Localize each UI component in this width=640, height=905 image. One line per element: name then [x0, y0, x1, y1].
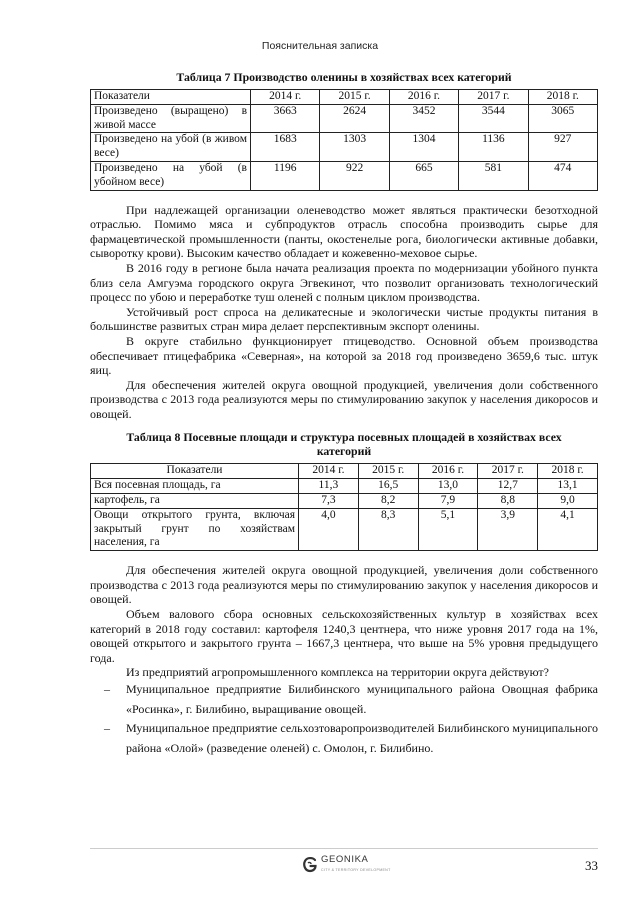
table-cell: 13,1 [538, 479, 598, 494]
paragraph: Объем валового сбора основных сельскохозяйственных культур в хозяйствах всех категорий в 2018 году составил: картофеля 1240,3 центнера, что ниже уровня 2017 года на 1%, овощей открытого и закрытого грунта – 1667,3 центнера, что выше на 5% уровня предыдущего года. [90, 607, 598, 665]
paragraph: В округе стабильно функционирует птицеводство. Основной объем производства обеспечивает птицефабрика «Северная», на которой за 2018 год произведено 3659,6 тыс. штук яиц. [90, 333, 598, 378]
paragraph: Устойчивый рост спроса на деликатесные и экологически чистые продукты питания в большинстве развитых стран мира делает перспективным экспорт оленины. [90, 304, 598, 334]
logo-name: GEONIKA [321, 854, 369, 865]
table-cell: 3065 [528, 104, 597, 133]
table-cell: 1136 [459, 133, 528, 162]
table-cell: 16,5 [358, 479, 418, 494]
table-cell: 8,2 [358, 494, 418, 509]
list-item [90, 719, 598, 758]
table-row [91, 104, 598, 133]
list-item-text: Муниципальное предприятие Билибинского муниципального района Овощная фабрика «Росинка», г. Билибино, выращивание овощей. [126, 682, 598, 716]
table7-caption: Таблица 7 Производство оленины в хозяйствах всех категорий [176, 70, 512, 84]
row-label: Произведено на убой (в живом весе) [91, 133, 251, 162]
table-cell: 8,8 [478, 494, 538, 509]
table-row [91, 479, 598, 494]
table-header-cell: 2014 г. [251, 90, 320, 105]
table-row [91, 161, 598, 190]
table-row [91, 508, 598, 550]
table-cell: 922 [320, 161, 389, 190]
table-cell: 581 [459, 161, 528, 190]
table-cell: 4,1 [538, 508, 598, 550]
table-cell: 3,9 [478, 508, 538, 550]
page-header: Пояснительная записка [261, 40, 379, 52]
geonika-logo-icon [302, 856, 318, 874]
table7 [90, 89, 598, 191]
page-number: 33 [585, 858, 598, 873]
table-cell: 3663 [251, 104, 320, 133]
table-cell: 9,0 [538, 494, 598, 509]
table8-header-row [91, 464, 598, 479]
table-cell: 5,1 [418, 508, 478, 550]
row-label: Произведено (выращено) в живой массе [91, 104, 251, 133]
table-header-cell: 2014 г. [299, 464, 359, 479]
table-cell: 3544 [459, 104, 528, 133]
table-cell: 8,3 [358, 508, 418, 550]
logo-subtitle: CITY & TERRITORY DEVELOPMENT [321, 868, 391, 872]
table-cell: 1196 [251, 161, 320, 190]
table-cell: 1304 [389, 133, 458, 162]
table-row [91, 494, 598, 509]
table-cell: 7,3 [299, 494, 359, 509]
row-label: картофель, га [91, 494, 299, 509]
list-dash-marker: – [104, 682, 110, 697]
table-header-cell: 2018 г. [538, 464, 598, 479]
list-dash-marker: – [104, 721, 110, 736]
table-cell: 7,9 [418, 494, 478, 509]
table-cell: 2624 [320, 104, 389, 133]
geonika-logo [302, 855, 391, 875]
table-cell: 13,0 [418, 479, 478, 494]
enterprise-list [90, 680, 598, 758]
table-header-cell: 2017 г. [459, 90, 528, 105]
table8 [90, 463, 598, 551]
list-item-text: Муниципальное предприятие сельхозтоваропроизводителей Билибинского муниципального района «Олой» (разведение оленей) с. Омолон, г. Билибино. [126, 721, 598, 755]
row-label: Вся посевная площадь, га [91, 479, 299, 494]
paragraph: Для обеспечения жителей округа овощной продукцией, увеличения доли собственного производства с 2013 года реализуются меры по стимулированию закупок у населения дикоросов и овощей. [90, 563, 598, 607]
table-header-cell: Показатели [91, 464, 299, 479]
table-cell: 927 [528, 133, 597, 162]
table-header-cell: 2018 г. [528, 90, 597, 105]
table-row [91, 133, 598, 162]
table-cell: 1683 [251, 133, 320, 162]
document-body [90, 70, 598, 758]
row-label: Овощи открытого грунта, включая закрытый грунт по хозяйствам населения, га [91, 508, 299, 550]
table-header-cell: 2017 г. [478, 464, 538, 479]
paragraph: Из предприятий агропромышленного комплекса на территории округа действуют? [126, 665, 549, 680]
paragraph: В 2016 году в регионе была начата реализация проекта по модернизации убойного пункта близ села Амгуэма городского округа Эгвекинот, что позволит организовать технологический процесс по убою и переработке туш оленей с полным циклом производства. [90, 260, 598, 305]
table-cell: 11,3 [299, 479, 359, 494]
row-label: Произведено на убой (в убойном весе) [91, 161, 251, 190]
table-cell: 4,0 [299, 508, 359, 550]
table7-header-row [91, 90, 598, 105]
list-item [90, 680, 598, 719]
table-cell: 3452 [389, 104, 458, 133]
section-paragraphs-1 [90, 203, 598, 422]
paragraph: При надлежащей организации оленеводство может являться практически безотходной отраслью. Помимо мяса и субпродуктов отрасль способна производить сырье для фармацевтической промышленности (панты, окостенелые рога, биологически активные добавки, сыворотку крови). Высоким качество обладает и кожевенно-меховое сырье. [90, 202, 598, 261]
table-cell: 12,7 [478, 479, 538, 494]
paragraph: Для обеспечения жителей округа овощной продукцией, увеличения доли собственного производства с 2013 года реализуются меры по стимулированию закупок у населения дикоросов и овощей. [90, 377, 598, 421]
table-header-cell: 2016 г. [418, 464, 478, 479]
table-header-cell: 2015 г. [320, 90, 389, 105]
footer-divider [90, 848, 598, 849]
table8-caption: Таблица 8 Посевные площади и структура посевных площадей в хозяйствах всех категорий [126, 430, 562, 459]
table-header-cell: 2016 г. [389, 90, 458, 105]
table-header-cell: 2015 г. [358, 464, 418, 479]
section-paragraphs-2 [90, 563, 598, 680]
table-cell: 1303 [320, 133, 389, 162]
table-cell: 665 [389, 161, 458, 190]
table-cell: 474 [528, 161, 597, 190]
table-header-cell: Показатели [91, 90, 251, 105]
